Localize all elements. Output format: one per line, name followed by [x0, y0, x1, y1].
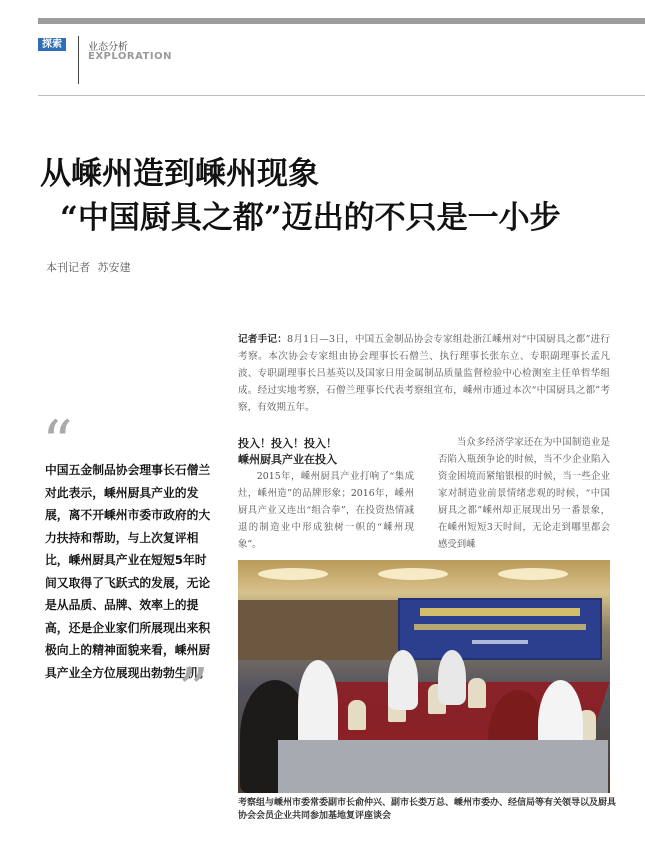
byline-role: 本刊记者 [46, 261, 90, 274]
wall-panel [238, 600, 398, 660]
table-cloth [278, 740, 608, 793]
person [388, 650, 418, 710]
reporter-note [238, 331, 610, 416]
byline [46, 259, 131, 275]
ceiling-lamp [258, 568, 328, 580]
meeting-photo [238, 560, 610, 793]
subheading [238, 436, 408, 468]
quote-close-mark: ” [178, 656, 209, 726]
body-column-right: 当众多经济学家还在为中国制造业是否陷入瓶颈争论的时候，当不少企业陷入资金困境而紧缩银根的时候，当一些企业家对制造业前景情绪悲观的时候，“中国厨具之都”嵊州却正展现出另一番景象，在嵊州短短3天时间，无论走到哪里都会感受到嵊 [438, 437, 610, 550]
reporter-note-label: 记者手记： [238, 334, 288, 345]
body-column-left: 2015年，嵊州厨具产业打响了“集成灶，嵊州造”的品牌形象；2016年，嵊州厨具产业又连出“组合拳”，在投资热情减退的制造业中形成独树一帜的“嵊州现象”。 [238, 471, 414, 550]
reporter-note-text: 8月1日—3日，中国五金制品协会专家组赴浙江嵊州对“中国厨具之都”进行考察。本次协会专家组由协会理事长石僧兰、执行理事长张东立、专职副理事长孟凡波、专职副理事长吕基英以及国家日用金属制品质量监督检验中心检测室主任单哲华组成。经过实地考察，石僧兰理事长代表考察组宣布，嵊州市通过本次“中国厨具之都”考察，有效期五年。 [238, 334, 611, 413]
photo-caption: 考察组与嵊州市委常委副市长俞仲兴、副市长娄万总、嵊州市委办、经信局等有关领导以及厨具协会会员企业共同参加基地复评座谈会 [238, 798, 617, 821]
section-divider [78, 36, 79, 84]
subheading-line2: 嵊州厨具产业在投入 [238, 453, 337, 466]
stage-banner [398, 598, 602, 660]
section-name: 业态分析 [88, 42, 128, 53]
pull-quote: 中国五金制品协会理事长石僧兰对此表示，嵊州厨具产业的发展，离不开嵊州市委市政府的大力扶持和帮助，与上次复评相比，嵊州厨具产业在短短5年时间又取得了飞跃式的发展，无论是从品质、品牌、效率上的提高，还是企业家们所展现出来积极向上的精神面貌来看，嵊州厨具产业全方位展现出勃勃生机。 [45, 463, 211, 680]
chair [468, 678, 486, 708]
ceiling-lamp [378, 568, 448, 580]
subheading-line1: 投入！投入！投入！ [238, 437, 337, 450]
byline-name: 苏安建 [97, 261, 131, 274]
article-title-line2: “中国厨具之都”迈出的不只是一小步 [60, 200, 561, 236]
chair [348, 700, 366, 730]
ceiling-lamp [498, 568, 568, 580]
quote-open-mark: “ [42, 408, 73, 478]
article-title-line1: 从嵊州造到嵊州现象 [40, 156, 319, 192]
section-name-en: EXPLORATION [88, 51, 172, 62]
section-tag: 探索 [38, 38, 66, 51]
header-rule [38, 95, 645, 96]
person [298, 660, 338, 750]
person [438, 650, 466, 705]
top-bar [38, 18, 645, 24]
